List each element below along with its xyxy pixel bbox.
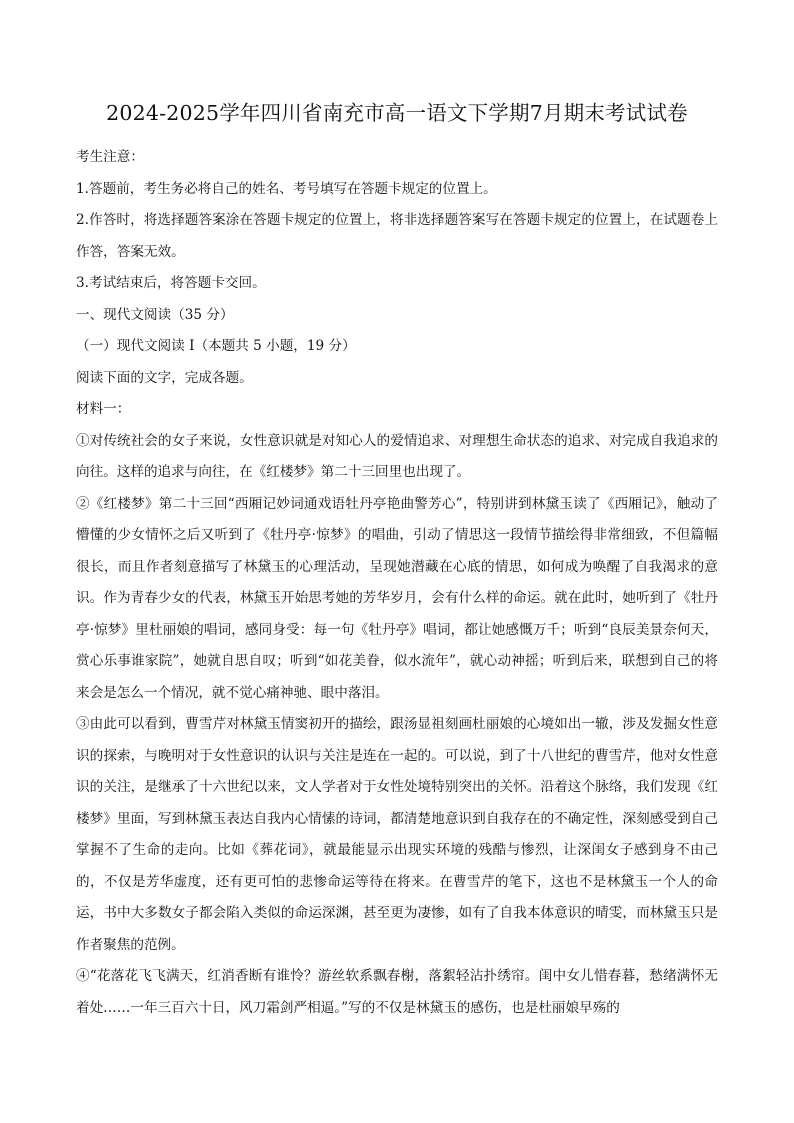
exam-title: 2024-2025学年四川省南充市高一语文下学期7月期末考试试卷 (106, 101, 688, 125)
notice-item-3: 3.考试结束后，将答题卡交回。 (76, 275, 266, 291)
section-instruction: 阅读下面的文字，完成各题。 (76, 369, 253, 386)
material-label: 材料一： (76, 401, 131, 417)
notice-item-1: 1.答题前，考生务必将自己的姓名、考号填写在答题卡规定的位置上。 (76, 180, 497, 197)
material-paragraph-3: ③由此可以看到，曹雪芹对林黛玉情窦初开的描绘，跟汤显祖刻画杜丽娘的心境如出一辙，涉及发掘女性意识的探索，与晚明对于女性意识的认识与关注是连在一起的。可以说，到了十八世纪的曹雪芹，他对女性意识的关注，是继承了十六世纪以来，文人学者对于女性处境特别突出的关怀。沿着这个脉络，我们发现《红楼梦》里面，写到林黛玉表达自我内心情愫的诗词，都清楚地意识到自我存在的不确定性，深刻感受到自己掌握不了生命的走向。比如《葬花词》，就最能显示出现实环境的残酷与惨烈，让深闺女子感到身不由己的，不仅是芳华虚度，还有更可怕的悲惨命运等待在将来。在曹雪芹的笔下，这也不是林黛玉一个人的命运，书中大多数女子都会陷入类似的命运深渊，甚至更为凄惨，如有了自我本体意识的晴雯，而林黛玉只是作者聚焦的范例。 (76, 716, 718, 953)
material-paragraph-4: ④“花落花飞飞满天，红消香断有谁怜？游丝软系飘春榭，落絮轻沾扑绣帘。闺中女儿惜春暮，愁绪满怀无着处……一年三百六十日，风刀霜剑严相逼。”写的不仅是林黛玉的感伤，也是杜丽娘早殇的 (76, 968, 718, 1016)
notice-item-2: 2.作答时，将选择题答案涂在答题卡规定的位置上，将非选择题答案写在答题卡规定的位置上，在试题卷上作答，答案无效。 (76, 212, 718, 260)
notice-heading: 考生注意： (76, 149, 144, 165)
section-subheading: （一）现代文阅读 I（本题共 5 小题，19 分） (76, 338, 356, 354)
material-paragraph-1: ①对传统社会的女子来说，女性意识就是对知心人的爱情追求、对理想生命状态的追求、对完成自我追求的向往。这样的追求与向往，在《红楼梦》第二十三回里也出现了。 (76, 432, 718, 480)
section-heading: 一、现代文阅读（35 分） (76, 306, 234, 323)
material-paragraph-2: ②《红楼梦》第二十三回“西厢记妙词通戏语牡丹亭艳曲警芳心”，特别讲到林黛玉读了《西厢记》，触动了懵懂的少女情怀之后又听到了《牡丹亭·惊梦》的唱曲，引动了情思这一段情节描绘得非常细致，不但篇幅很长，而且作者刻意描写了林黛玉的心理活动，呈现她潜藏在心底的情思，如何成为唤醒了自我渴求的意识。作为青春少女的代表，林黛玉开始思考她的芳华岁月，会有什么样的命运。就在此时，她听到了《牡丹亭·惊梦》里杜丽娘的唱词，感同身受：每一句《牡丹亭》唱词，都让她感慨万千；听到“良辰美景奈何天，赏心乐事谁家院”，她就自思自叹；听到“如花美眷，似水流年”，就心动神摇；听到后来，联想到自己的将来会是怎么一个情况，就不觉心痛神驰、眼中落泪。 (76, 495, 718, 701)
